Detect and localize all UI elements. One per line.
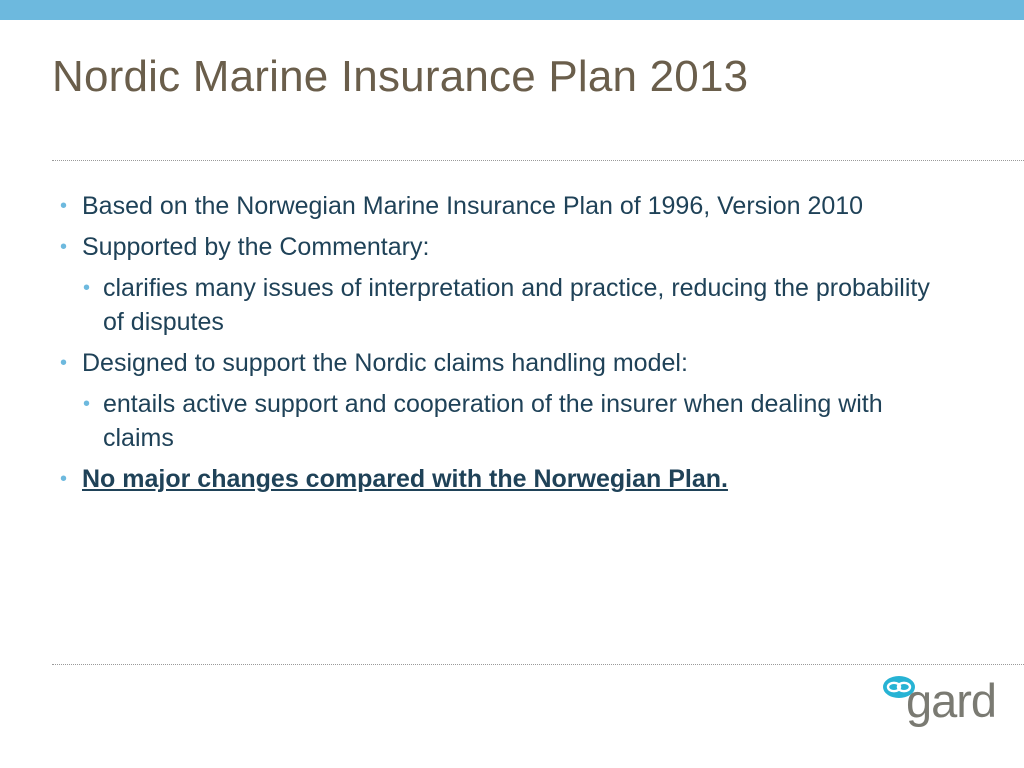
bullet-dot-icon: • <box>83 393 91 415</box>
footer-divider <box>52 664 1024 665</box>
bullet-text: Based on the Norwegian Marine Insurance Plan of 1996, Version 2010 <box>82 192 864 220</box>
bullet-text-emphasis: No major changes compared with the Norwegian Plan. <box>82 465 728 493</box>
logo-wordmark: gard <box>906 674 997 727</box>
title-divider <box>52 160 1024 161</box>
bullet-text: Designed to support the Nordic claims handling model: <box>82 349 688 377</box>
bullet-dot-icon: • <box>60 468 68 490</box>
bullet-text: entails active support and cooperation of the insurer when dealing with claims <box>103 390 883 452</box>
bullet-item <box>60 189 940 223</box>
bullet-dot-icon: • <box>83 277 91 299</box>
bullet-dot-icon: • <box>60 352 68 374</box>
top-accent-band <box>0 0 1024 20</box>
sub-bullet-item <box>60 387 940 455</box>
bullet-text: clarifies many issues of interpretation and practice, reducing the probability of disputes <box>103 274 930 336</box>
bullet-item-emphasis <box>60 462 940 496</box>
bullet-text: Supported by the Commentary: <box>82 233 430 261</box>
bullet-list <box>60 189 940 503</box>
gard-logo <box>882 674 997 730</box>
bullet-item <box>60 230 940 264</box>
bullet-dot-icon: • <box>60 195 68 217</box>
sub-bullet-item <box>60 271 940 339</box>
bullet-item <box>60 346 940 380</box>
slide-title: Nordic Marine Insurance Plan 2013 <box>52 52 749 101</box>
bullet-dot-icon: • <box>60 236 68 258</box>
